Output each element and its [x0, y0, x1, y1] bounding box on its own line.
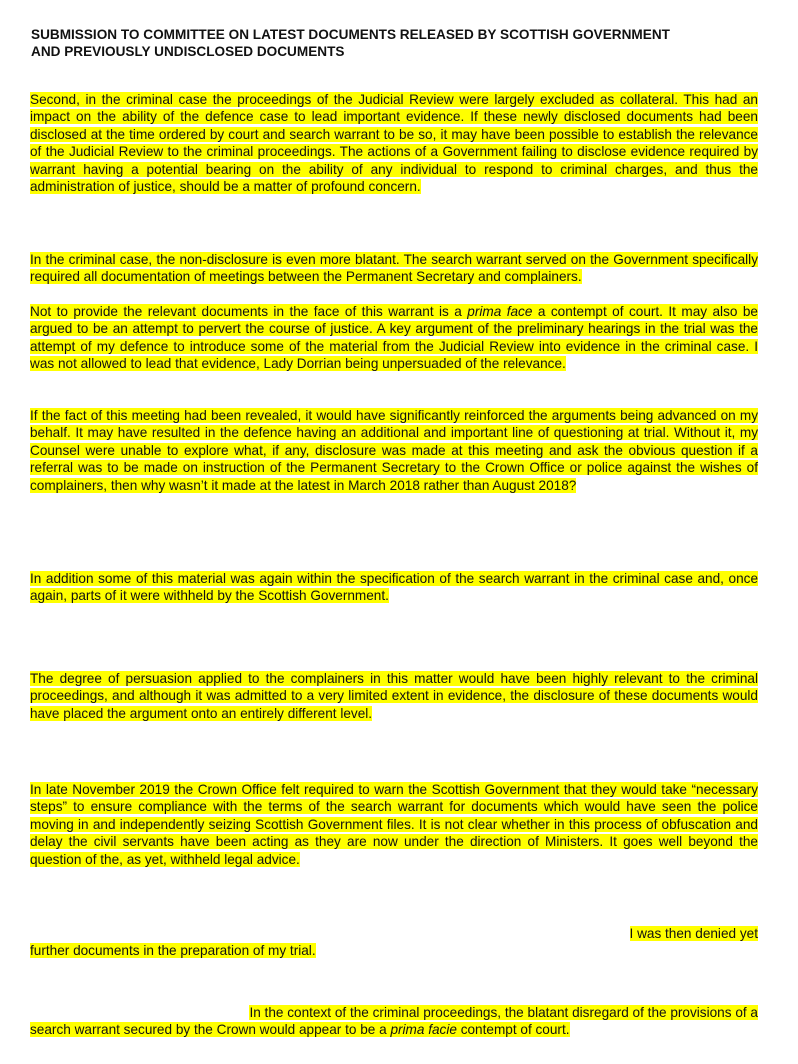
paragraph-1	[30, 91, 758, 195]
highlighted-text	[30, 1022, 570, 1037]
highlighted-text: In late November 2019 the Crown Office felt required to warn the Scottish Government that they would take “necessary steps” to ensure compliance with the terms of the search warrant for documents which would have seen the police moving in and independently seizing Scottish Government files. It is not clear whether in this process of obfuscation and delay the civil servants have been acting as they are now under the direction of Ministers. It goes well beyond the question of the, as yet, withheld legal advice.	[30, 782, 758, 867]
heading-line-2: AND PREVIOUSLY UNDISCLOSED DOCUMENTS	[31, 44, 345, 59]
italic-term: prima facie	[390, 1022, 457, 1037]
italic-term: prima face	[467, 304, 533, 319]
text-run: a contempt of court. It may also be argued to be an attempt to pervert the course of justice. A key argument of the preliminary hearings in the trial was the attempt of my defence to introduce some of the material from the Judicial Review into evidence in the criminal case. I was not allowed to lead that evidence, Lady Dorrian being unpersuaded of the relevance.	[30, 304, 758, 372]
highlighted-text: I was then denied yet	[629, 926, 758, 941]
highlighted-text	[30, 304, 758, 371]
paragraph-2	[30, 251, 758, 286]
text-run: Not to provide the relevant documents in the face of this warrant is a	[30, 304, 468, 319]
highlighted-text: If the fact of this meeting had been revealed, it would have significantly reinforced the arguments being advanced on my behalf. It may have resulted in the defence having an additional and important line of questioning at trial. Without it, my Counsel were unable to explore what, if any, disclosure was made at this meeting and ask the obvious question if a referral was to be made on instruction of the Permanent Secretary to the Crown Office or police against the wishes of complainers, then why wasn’t it made at the latest in March 2018 rather than August 2018?	[30, 408, 758, 493]
paragraph-6	[30, 670, 758, 722]
highlighted-text: further documents in the preparation of my trial.	[30, 943, 316, 958]
highlighted-text: The degree of persuasion applied to the complainers in this matter would have been highly relevant to the criminal proceedings, and although it was admitted to a very limited extent in evidence, the disclosure of these documents would have placed the argument onto an entirely different level.	[30, 671, 758, 721]
document-heading	[31, 26, 771, 60]
highlighted-text: In addition some of this material was again within the specification of the search warrant in the criminal case and, once again, parts of it were withheld by the Scottish Government.	[30, 571, 758, 604]
heading-line-1: SUBMISSION TO COMMITTEE ON LATEST DOCUMENTS RELEASED BY SCOTTISH GOVERNMENT	[31, 27, 670, 42]
paragraph-9-line-1	[30, 1004, 758, 1021]
text-run: contempt of court.	[456, 1022, 570, 1037]
paragraph-7	[30, 781, 758, 868]
paragraph-8-line-1	[30, 925, 758, 942]
highlighted-text: In the criminal case, the non-disclosure is even more blatant. The search warrant served on the Government specifically required all documentation of meetings between the Permanent Secretary and complainers.	[30, 252, 758, 285]
paragraph-4	[30, 407, 758, 494]
paragraph-9-line-2	[30, 1021, 758, 1038]
paragraph-5	[30, 570, 758, 605]
text-run: search warrant secured by the Crown would appear to be a	[30, 1022, 391, 1037]
paragraph-3	[30, 303, 758, 373]
paragraph-8-line-2	[30, 942, 758, 959]
highlighted-text: In the context of the criminal proceedings, the blatant disregard of the provisions of a	[249, 1005, 758, 1020]
highlighted-text: Second, in the criminal case the proceedings of the Judicial Review were largely excluded as collateral. This had an impact on the ability of the defence case to lead important evidence. If these newly disclosed documents had been disclosed at the time ordered by court and search warrant to be so, it may have been possible to establish the relevance of the Judicial Review to the criminal proceedings. The actions of a Government failing to disclose evidence required by warrant having a potential bearing on the ability of any individual to respond to criminal charges, and thus the administration of justice, should be a matter of profound concern.	[30, 92, 758, 195]
